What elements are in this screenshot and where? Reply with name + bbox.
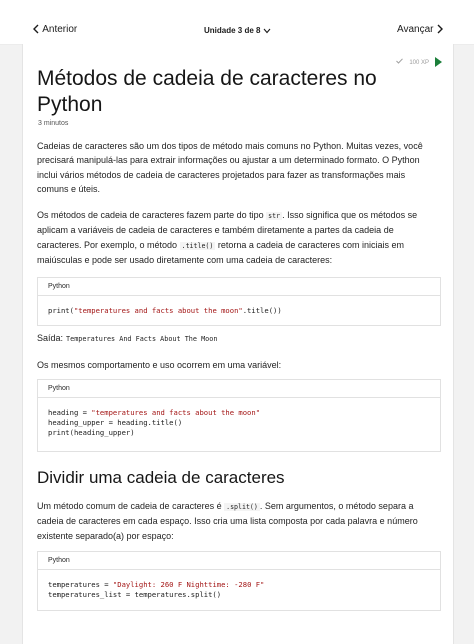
inline-code-title: .title() bbox=[181, 241, 214, 250]
code-language-label: Python bbox=[38, 278, 440, 296]
intro-paragraph: Cadeias de caracteres são um dos tipos de método mais comuns no Python. Muitas vezes, você precisará manipulá-las para extrair informações ou ajustar a um determinado formato. O Python inclui vários métodos de cadeia de caracteres projetados para fazer as transformações mais comuns e úteis. bbox=[37, 141, 423, 195]
code-content[interactable] bbox=[38, 570, 440, 610]
output-value: Temperatures And Facts About The Moon bbox=[66, 335, 218, 343]
variable-paragraph: Os mesmos comportamento e uso ocorrem em uma variável: bbox=[37, 360, 282, 370]
text-span: Um método comum de cadeia de caracteres é bbox=[37, 501, 222, 511]
code-token: heading = bbox=[48, 408, 92, 417]
check-icon bbox=[396, 58, 403, 66]
text-span: retorna a cadeia de caracteres com iniciais em maiúsculas e pode ser usado diretamente com uma cadeia de caracteres: bbox=[37, 239, 404, 266]
output-label: Saída: bbox=[37, 333, 64, 343]
code-string: "temperatures and facts about the moon" bbox=[91, 408, 261, 417]
output-line bbox=[37, 333, 217, 343]
code-token: heading_upper = heading.title() bbox=[48, 418, 183, 427]
reading-duration: 3 minutos bbox=[38, 120, 69, 127]
play-icon[interactable] bbox=[435, 57, 442, 67]
code-token: temperatures_list = temperatures.split() bbox=[48, 590, 222, 599]
inline-code-split: .split() bbox=[226, 503, 258, 511]
top-navigation-bar bbox=[0, 0, 474, 45]
previous-link[interactable] bbox=[32, 24, 77, 35]
code-block-variable-example bbox=[37, 379, 441, 452]
previous-label: Anterior bbox=[42, 24, 78, 35]
code-token: print(heading_upper) bbox=[48, 428, 135, 437]
page-title: Métodos de cadeia de caracteres no Python bbox=[37, 67, 377, 116]
text-span: . Sem argumentos, o método separa a cadeia de caracteres em cada espaço. Isso cria uma lista composta por cada palavra e número existente separado(a) por espaço: bbox=[37, 501, 418, 541]
chevron-down-icon bbox=[263, 28, 271, 34]
xp-label: 100 XP bbox=[409, 60, 429, 66]
chevron-left-icon bbox=[32, 24, 40, 34]
next-link[interactable] bbox=[397, 24, 444, 35]
text-span: . Isso significa que os métodos se aplicam a variáveis de cadeia de caracteres e também diretamente a partes da cadeia de caracteres. Por exemplo, o método bbox=[37, 210, 418, 250]
code-language-label: Python bbox=[38, 380, 440, 398]
chevron-right-icon bbox=[436, 24, 444, 34]
methods-paragraph bbox=[37, 208, 439, 268]
xp-indicator bbox=[396, 58, 429, 66]
split-paragraph bbox=[37, 499, 439, 543]
section-heading: Dividir uma cadeia de caracteres bbox=[37, 468, 285, 487]
content-card bbox=[22, 44, 454, 644]
next-label: Avançar bbox=[397, 24, 434, 35]
unit-selector[interactable] bbox=[204, 26, 271, 35]
code-token: print( bbox=[48, 306, 74, 315]
code-string: "temperatures and facts about the moon" bbox=[73, 306, 243, 315]
code-token: .title()) bbox=[242, 306, 282, 315]
code-token: temperatures = bbox=[48, 580, 113, 589]
code-content[interactable] bbox=[38, 398, 440, 448]
code-block-split-example bbox=[37, 551, 441, 611]
code-string: "Daylight: 260 F Nighttime: -280 F" bbox=[112, 580, 265, 589]
code-content[interactable] bbox=[38, 296, 440, 326]
inline-code-str: str bbox=[268, 212, 281, 220]
code-block-title-example bbox=[37, 277, 441, 326]
code-language-label: Python bbox=[38, 552, 440, 570]
unit-label: Unidade 3 de 8 bbox=[204, 26, 261, 35]
text-span: Os métodos de cadeia de caracteres fazem parte do tipo bbox=[37, 210, 264, 220]
